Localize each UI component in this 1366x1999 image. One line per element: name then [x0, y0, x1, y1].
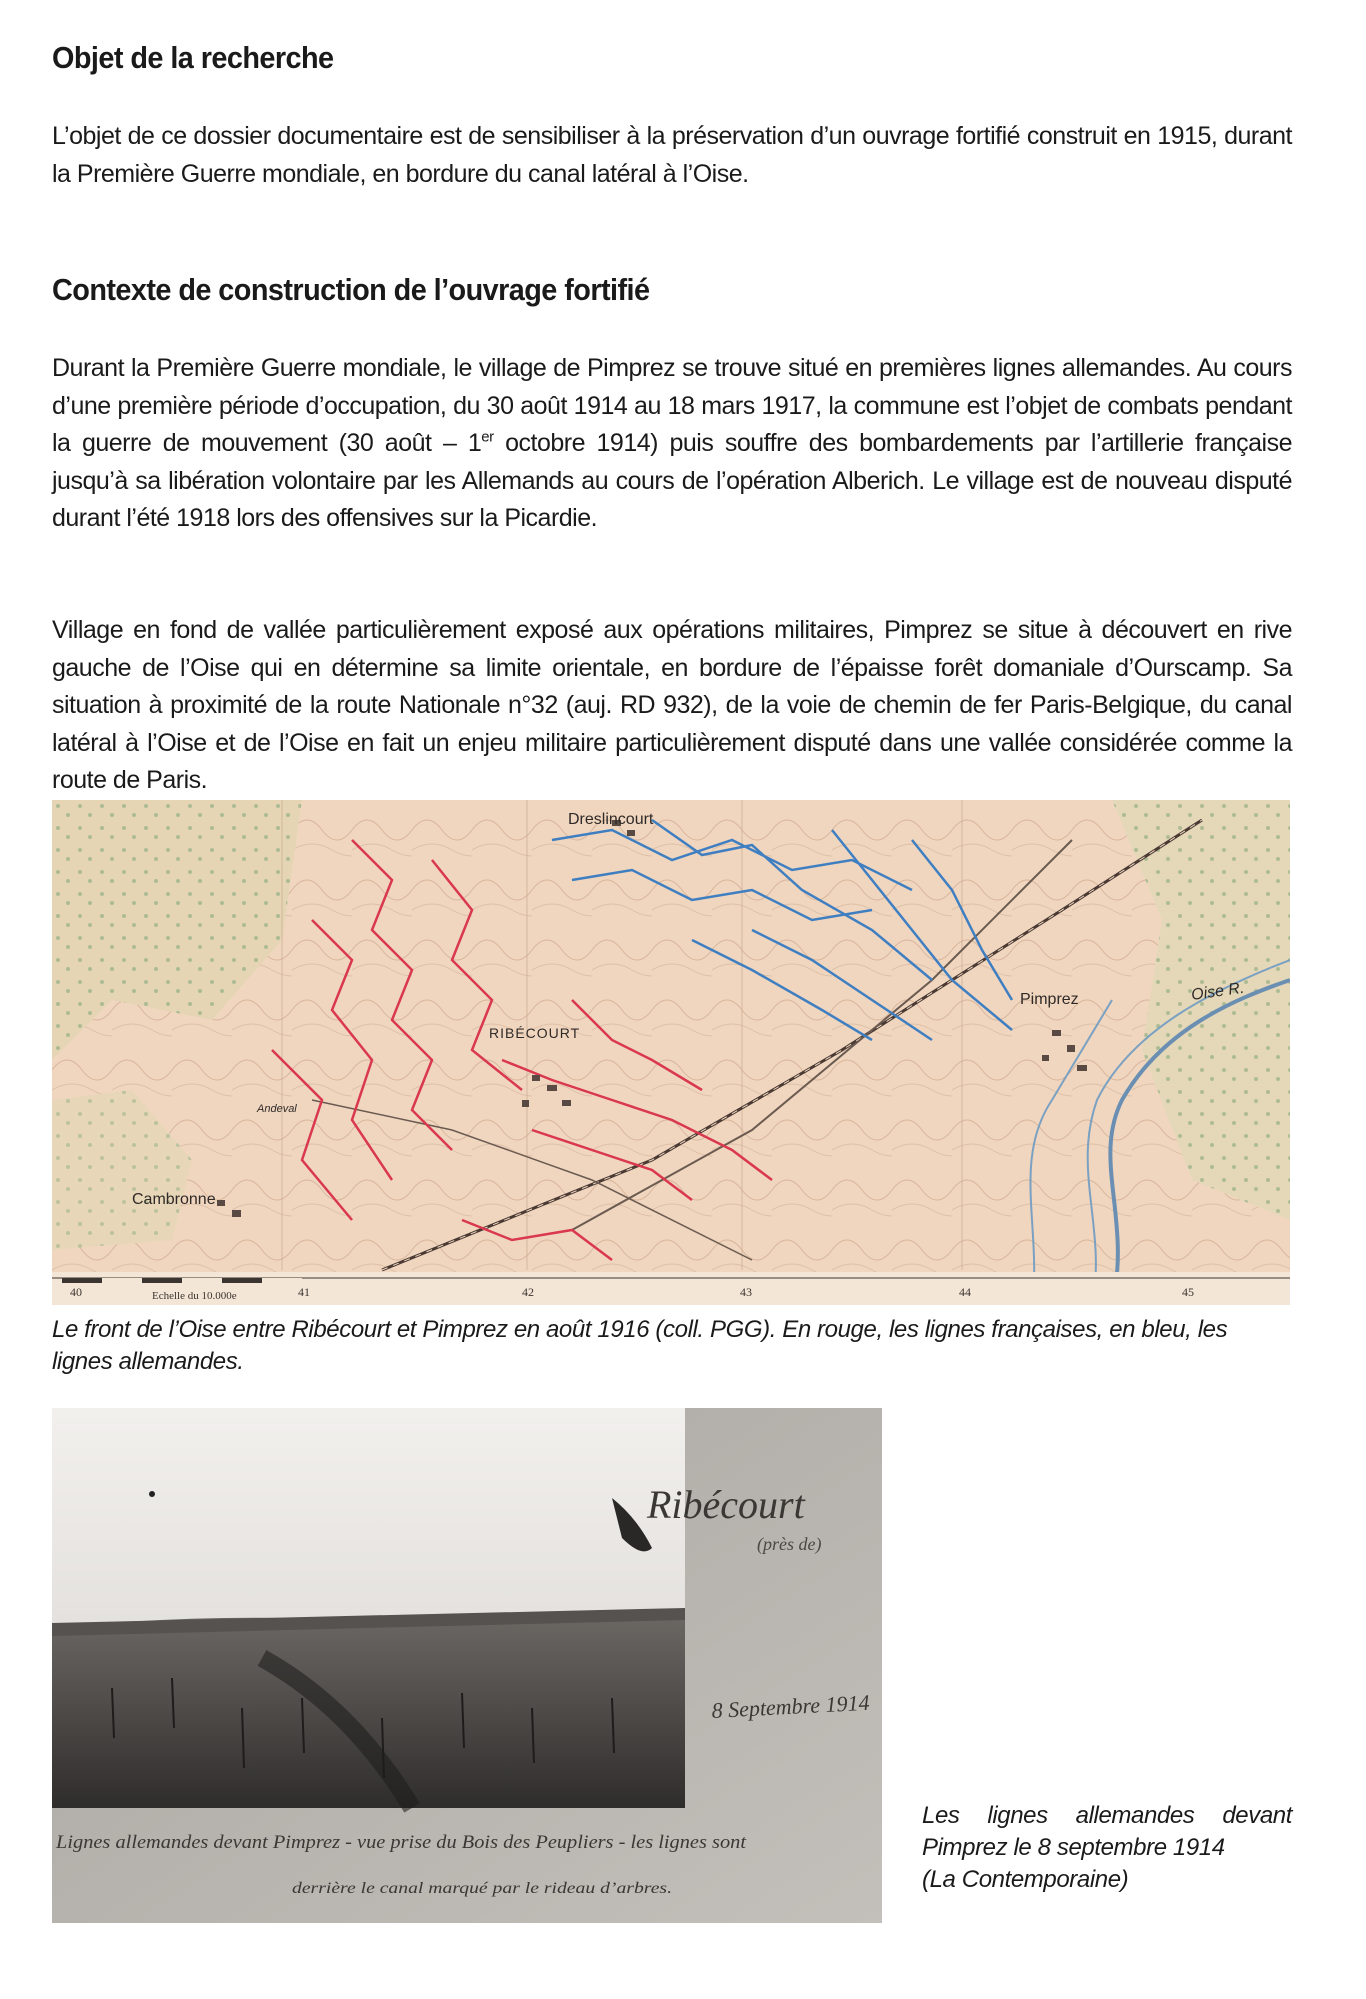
archive-photo [52, 1408, 882, 1923]
photo-subtitle: (près de) [757, 1534, 822, 1554]
map-tick-42: 42 [522, 1285, 534, 1299]
front-map-figure [52, 800, 1290, 1305]
photo-caption [922, 1800, 1292, 1896]
ordinal-superscript: er [481, 428, 494, 446]
heading-contexte: Contexte de construction de l’ouvrage fortifié [52, 272, 650, 307]
photo-handwritten-line1: Lignes allemandes devant Pimprez - vue prise du Bois des Peupliers - les lignes sont [54, 1832, 747, 1853]
map-label-dreslincourt: Dreslincourt [568, 811, 654, 828]
photo-caption-line2: Pimprez le 8 septembre 1914 [922, 1834, 1225, 1861]
photo-handwritten-line2: derrière le canal marqué par le rideau d’arbres. [292, 1880, 672, 1897]
map-tick-44: 44 [959, 1285, 971, 1299]
paragraph-contexte-1-text-a: Durant la Première Guerre mondiale, le village de Pimprez se trouve situé en premières lignes allemandes. Au cours d’une première période d’occupation, du 30 août 1914 au 18 mars 1917, la commune est l’objet de combats pendant la guerre de mouvement (30 août – 1 [52, 354, 1292, 457]
map-label-pimprez: Pimprez [1020, 991, 1079, 1008]
map-tick-45: 45 [1182, 1285, 1194, 1299]
photo-title: Ribécourt [647, 1482, 805, 1527]
archive-photo-figure [52, 1408, 882, 1923]
paragraph-contexte-1 [52, 350, 1292, 538]
map-tick-41: 41 [298, 1285, 310, 1299]
heading-objet: Objet de la recherche [52, 40, 334, 75]
paragraph-contexte-2: Village en fond de vallée particulièrement exposé aux opérations militaires, Pimprez se situe à découvert en rive gauche de l’Oise qui en détermine sa limite orientale, en bordure de l’épaisse forêt domaniale d’Ourscamp. Sa situation à proximité de la route Nationale n°32 (auj. RD 932), de la voie de chemin de fer Paris-Belgique, du canal latéral à l’Oise et de l’Oise en fait un enjeu militaire particulièrement disputé dans une vallée considérée comme la route de Paris. [52, 616, 1292, 794]
map-tick-43: 43 [740, 1285, 752, 1299]
paragraph-objet: L’objet de ce dossier documentaire est de sensibiliser à la préservation d’un ouvrage fortifié construit en 1915, durant la Première Guerre mondiale, en bordure du canal latéral à l’Oise. [52, 122, 1292, 188]
map-label-andeval: Andeval [257, 1103, 297, 1115]
front-map [52, 800, 1290, 1305]
paragraph-contexte-1-text-b: octobre 1914) puis souffre des bombardements par l’artillerie française jusqu’à sa libération volontaire par les Allemands au cours de l’opération Alberich. Le village est de nouveau disputé durant l’été 1918 lors des offensives sur la Picardie. [52, 429, 1292, 532]
map-label-ribecourt: RIBÉCOURT [489, 1025, 581, 1041]
map-label-cambronne: Cambronne [132, 1191, 216, 1208]
map-tick-40: 40 [70, 1285, 82, 1299]
map-label-oise: Oise R. [1190, 979, 1246, 1004]
photo-date: 8 Septembre 1914 [710, 1689, 871, 1723]
photo-caption-line1: Les lignes allemandes devant [922, 1802, 1292, 1829]
map-caption: Le front de l’Oise entre Ribécourt et Pimprez en août 1916 (coll. PGG). En rouge, les lignes françaises, en bleu, les lignes allemandes. [52, 1316, 1228, 1375]
photo-caption-line3: (La Contemporaine) [922, 1866, 1129, 1893]
map-label-scale: Echelle du 10.000e [152, 1290, 237, 1302]
